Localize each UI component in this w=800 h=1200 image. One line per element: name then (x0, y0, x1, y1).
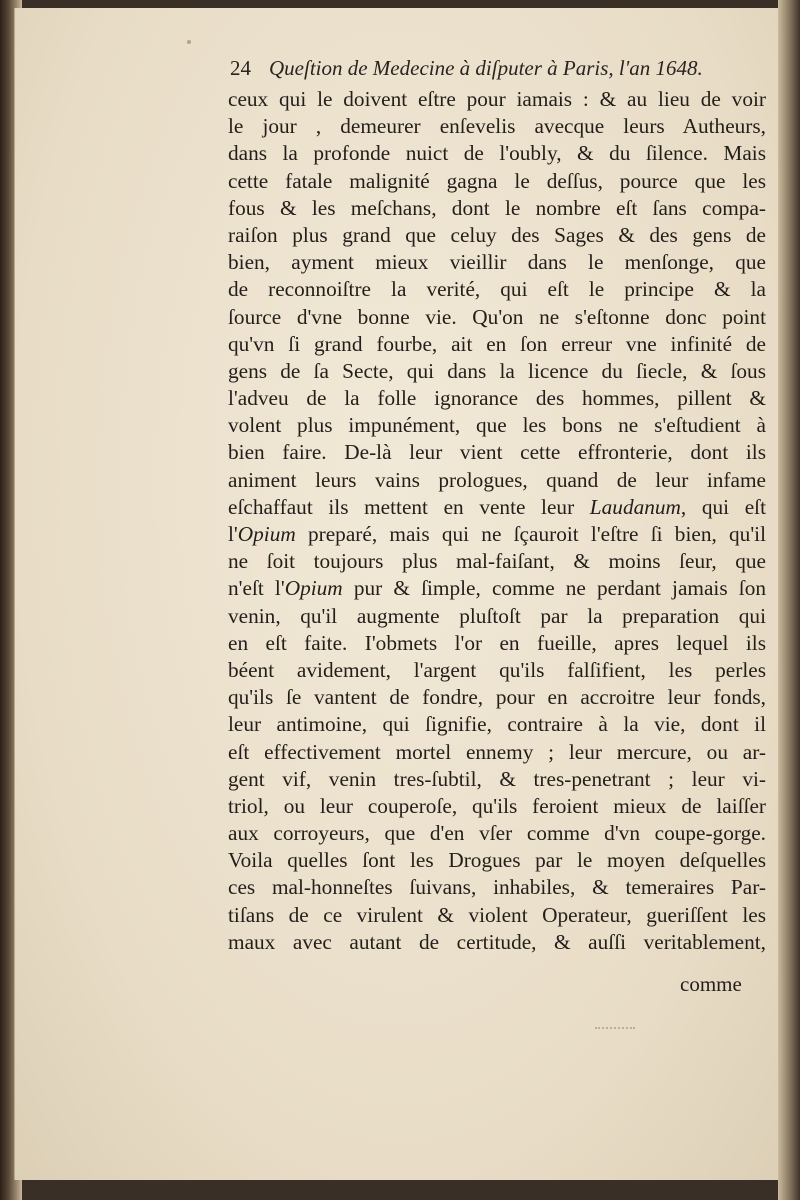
text-line: raiſon plus grand que celuy des Sages & des gens de (228, 222, 766, 247)
text-line: dans la profonde nuict de l'oubly, & du ſilence. Mais (228, 141, 766, 166)
text-line: Voila quelles ſont les Drogues par le moyen deſquelles (228, 848, 766, 873)
text-line: bien, ayment mieux vieillir dans le menſonge, que (228, 250, 766, 275)
text-line: eſt effectivement mortel ennemy ; leur mercure, ou ar- (228, 739, 766, 764)
printers-ornament (595, 1027, 635, 1032)
text-line: l'Opium preparé, mais qui ne ſçauroit l'eſtre ſi bien, qu'il (228, 522, 766, 546)
text-line: ſource d'vne bonne vie. Qu'on ne s'eſtonne donc point (228, 304, 766, 329)
text-line: gens de ſa Secte, qui dans la licence du ſiecle, & ſous (228, 358, 766, 383)
text-line: leur antimoine, qui ſignifie, contraire à la vie, dont il (228, 712, 766, 737)
text-line: n'eſt l'Opium pur & ſimple, comme ne perdant jamais ſon (228, 576, 766, 601)
text-line: en eſt faite. I'obmets l'or en fueille, apres lequel ils (228, 630, 766, 655)
text-line: de reconnoiſtre la verité, qui eſt le principe & la (228, 277, 766, 302)
text-line: venin, qu'il augmente pluſtoſt par la preparation qui (228, 603, 766, 628)
text-line: tiſans de ce virulent & violent Operateur, gueriſſent les (228, 902, 766, 927)
text-line: qu'vn ſi grand fourbe, ait en ſon erreur vne infinité de (228, 331, 766, 356)
text-line: le jour , demeurer enſevelis avecque leurs Autheurs, (228, 114, 766, 139)
paper-spot (187, 40, 191, 44)
running-title: Queſtion de Medecine à diſputer à Paris, l'an 1648. (269, 56, 703, 80)
text-line: volent plus impunément, que les bons ne s'eſtudient à (228, 413, 766, 438)
text-line: fous & les meſchans, dont le nombre eſt ſans compa- (228, 195, 766, 220)
text-line: l'adveu de la folle ignorance des hommes, pillent & (228, 386, 766, 411)
text-line: maux avec autant de certitude, & auſſi veritablement, (228, 929, 766, 954)
text-line: animent leurs vains prologues, quand de leur infame (228, 467, 766, 492)
text-line: gent vif, venin tres-ſubtil, & tres-penetrant ; leur vi- (228, 766, 766, 791)
body-text (228, 86, 766, 956)
text-line: aux corroyeurs, que d'en vſer comme d'vn coupe-gorge. (228, 821, 766, 846)
text-line: triol, ou leur couperoſe, qu'ils feroient mieux de laiſſer (228, 793, 766, 818)
running-head (230, 56, 760, 86)
text-line: qu'ils ſe vantent de fondre, pour en accroitre leur fonds, (228, 685, 766, 710)
text-line: béent avidement, l'argent qu'ils falſifient, les perles (228, 657, 766, 682)
text-line: bien faire. De-là leur vient cette effronterie, dont ils (228, 440, 766, 465)
page-edge-right (778, 0, 800, 1200)
text-line: ne ſoit toujours plus mal-faiſant, & moins ſeur, que (228, 549, 766, 574)
page-number: 24 (230, 56, 251, 80)
text-line: cette fatale malignité gagna le deſſus, pource que les (228, 168, 766, 193)
text-line: ces mal-honneſtes ſuivans, inhabiles, & temeraires Par- (228, 875, 766, 900)
text-line: ceux qui le doivent eſtre pour iamais : & au lieu de voir (228, 87, 766, 111)
text-line: eſchaffaut ils mettent en vente leur Laudanum, qui eſt (228, 494, 766, 519)
catchword: comme (680, 972, 742, 996)
